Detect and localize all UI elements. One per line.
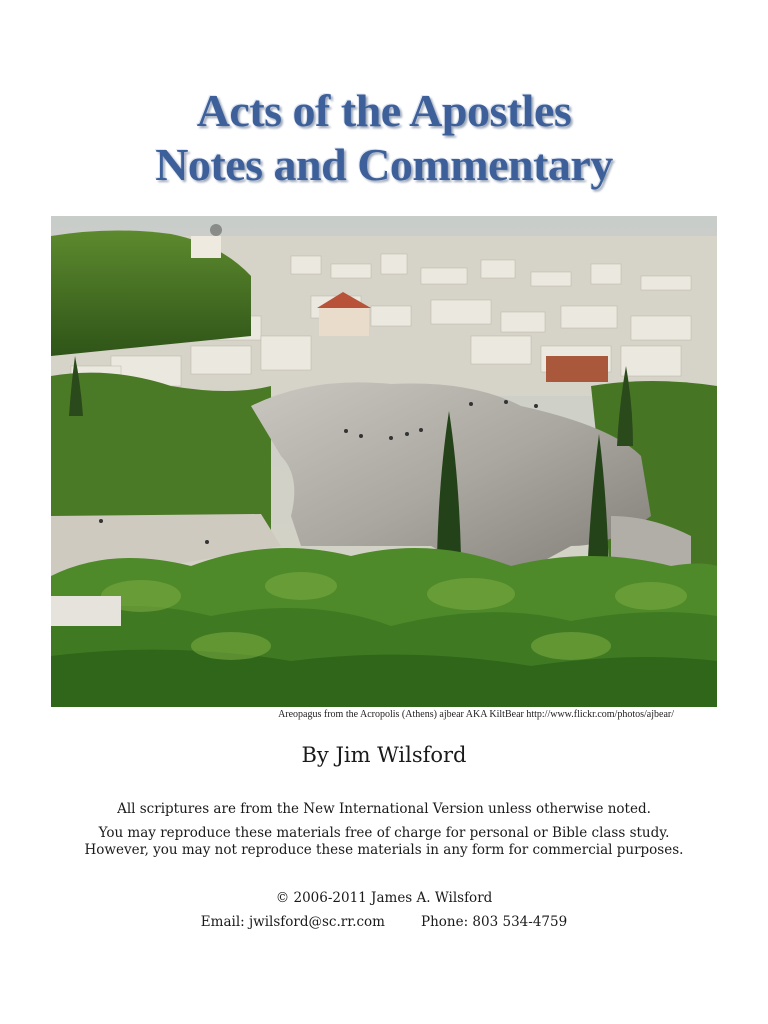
photo-caption: [0, 709, 768, 720]
scripture-version-note: All scriptures are from the New International Version unless otherwise noted.: [117, 801, 651, 817]
photo-caption-text: Areopagus from the Acropolis (Athens) ajbear AKA KiltBear http://www.flickr.com/photos/ajbear/: [278, 709, 674, 720]
phone-contact: Phone: 803 534-4759: [421, 914, 568, 930]
reproduction-note-line-2: However, you may not reproduce these materials in any form for commercial purposes.: [84, 842, 684, 858]
copyright-notice: © 2006-2011 James A. Wilsford: [275, 890, 493, 906]
contact-info: [0, 914, 768, 931]
reproduction-note-line-1: You may reproduce these materials free of charge for personal or Bible class study.: [98, 825, 670, 841]
title-line-1: Acts of the Apostles: [196, 85, 572, 136]
title-line-2: Notes and Commentary: [155, 139, 613, 190]
email-contact: Email: jwilsford@sc.rr.com: [200, 914, 385, 930]
cover-photo-areopagus: [51, 216, 717, 707]
author-byline: By Jim Wilsford: [301, 743, 467, 767]
reproduction-note: [0, 825, 768, 859]
